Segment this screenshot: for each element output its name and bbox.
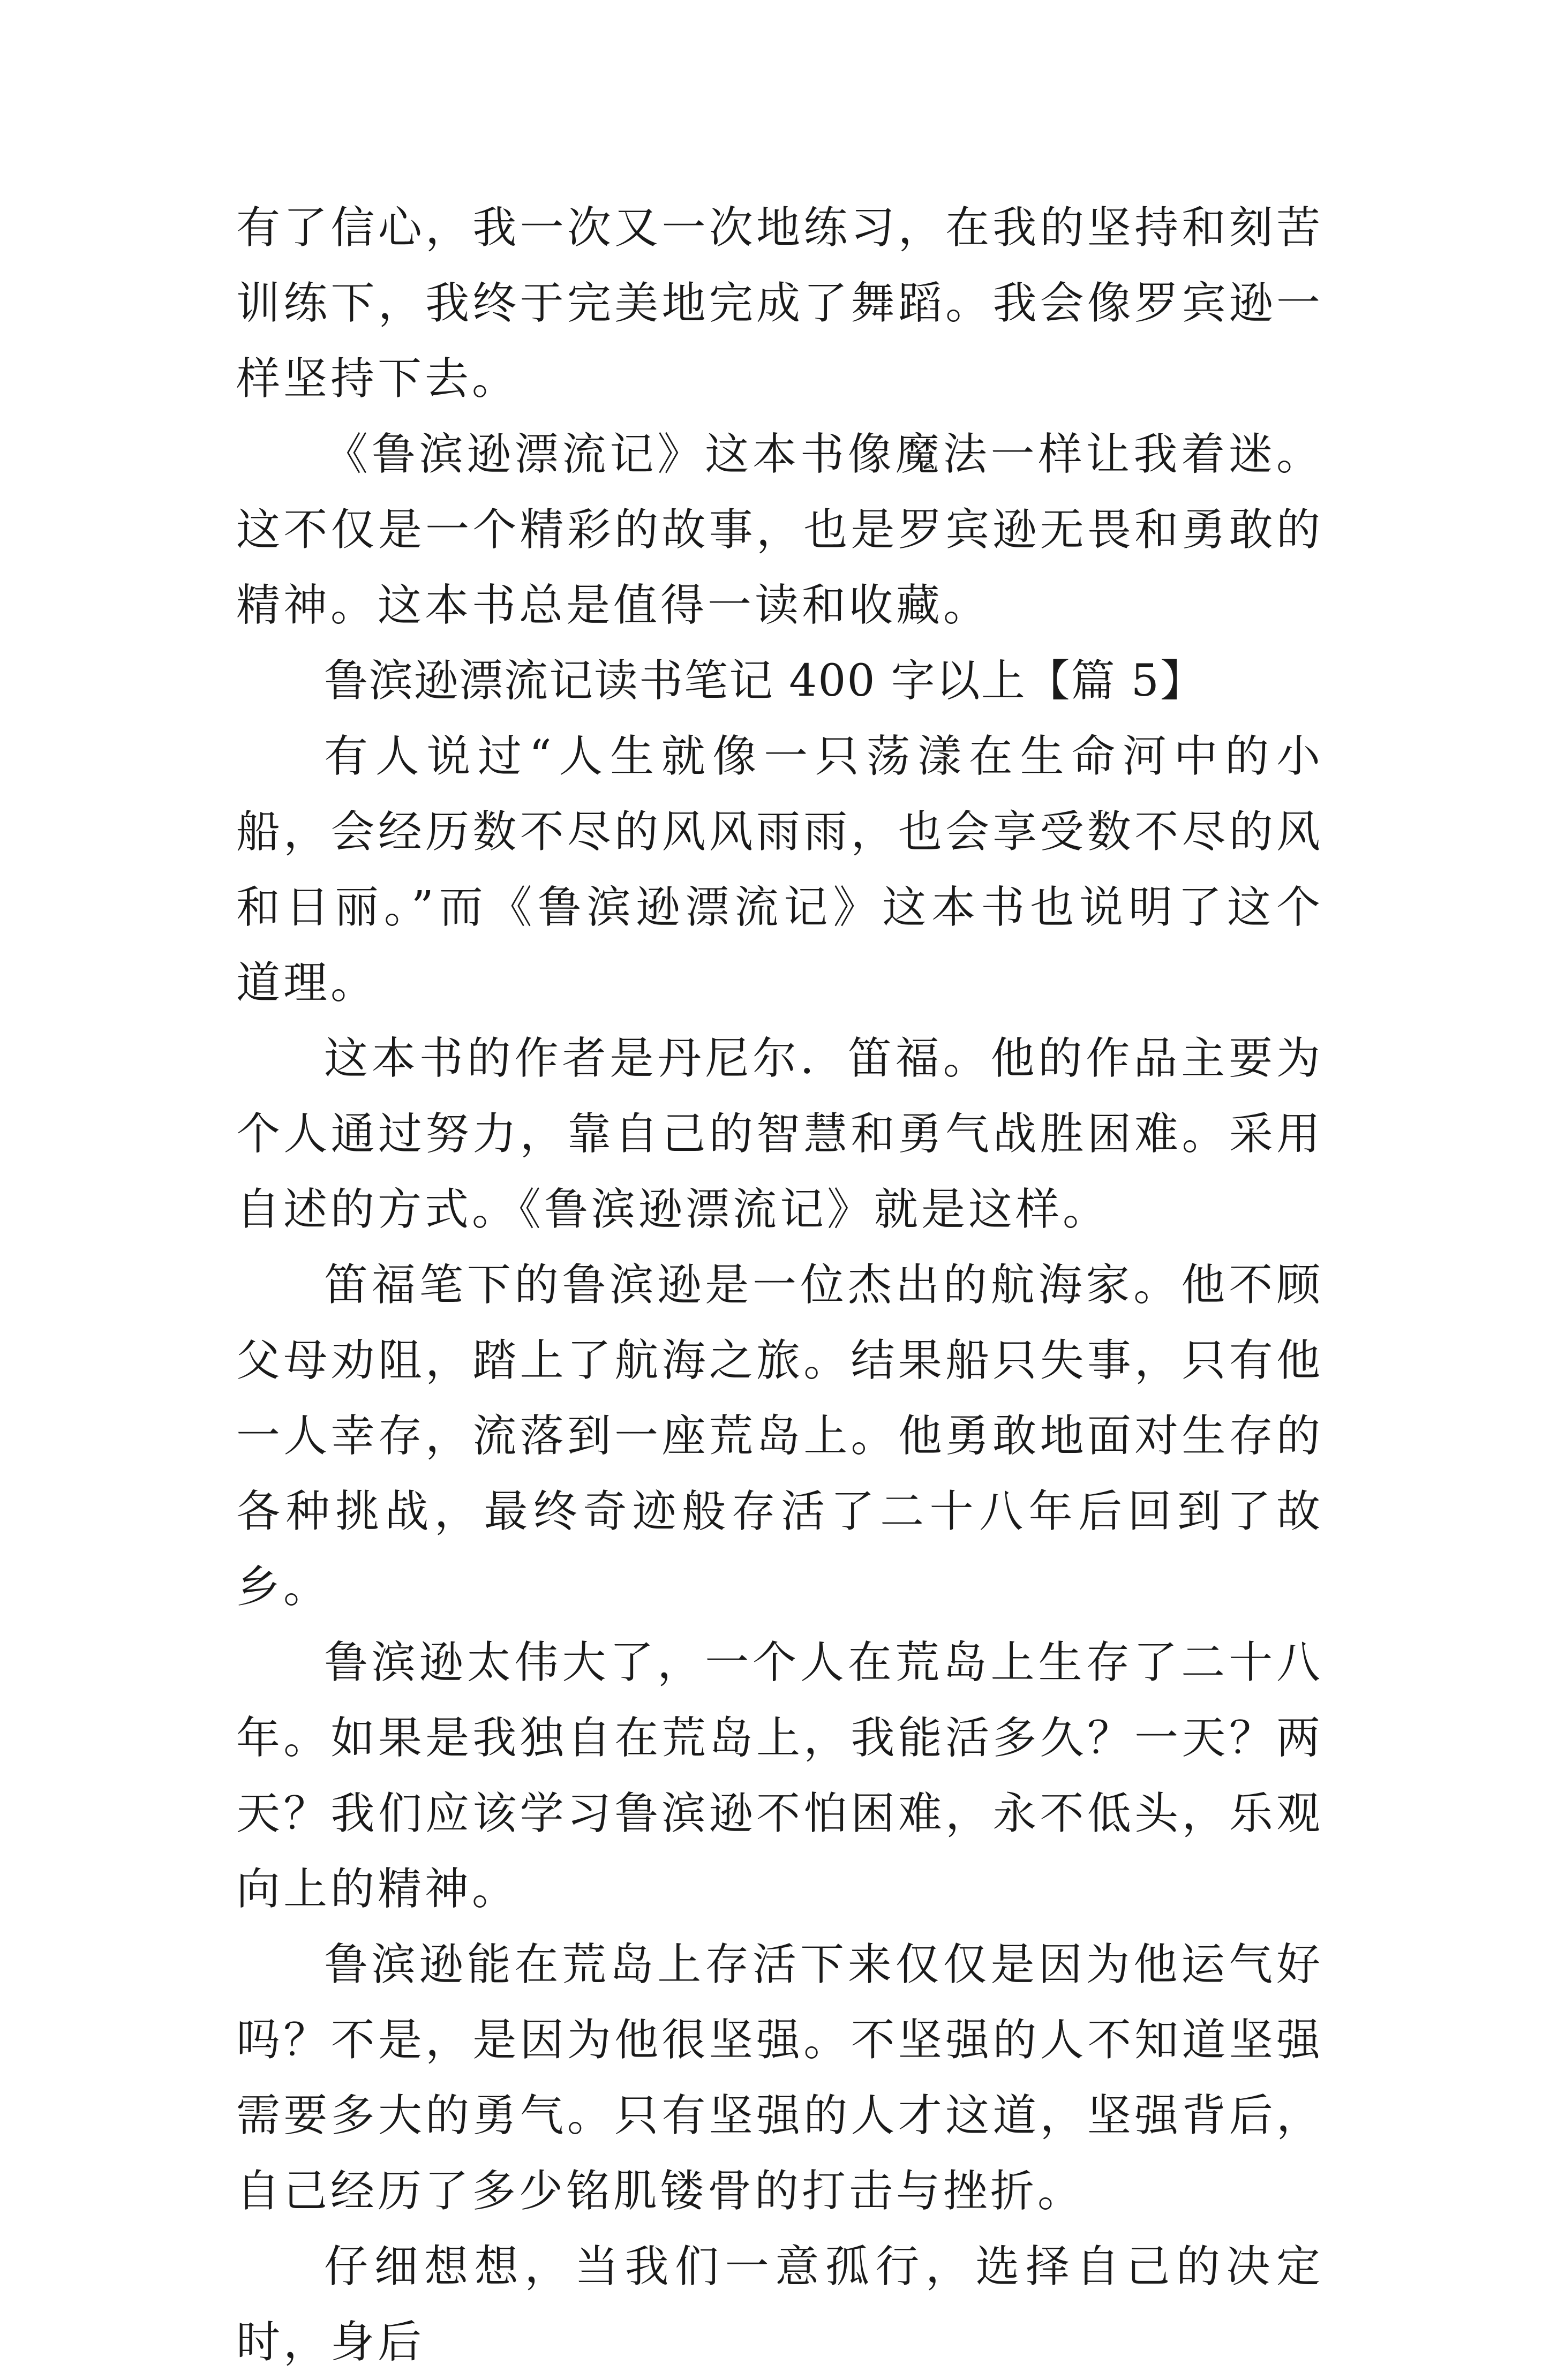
paragraph-3: 有人说过“人生就像一只荡漾在生命河中的小船，会经历数不尽的风风雨雨，也会享受数不尽的风和日丽。”而《鲁滨逊漂流记》这本书也说明了这个道理。	[236, 731, 1323, 1008]
section-heading: 鲁滨逊漂流记读书笔记 400 字以上【篇 5】	[324, 656, 1205, 706]
paragraph-8: 仔细想想，当我们一意孤行，选择自己的决定时，身后	[236, 2241, 1323, 2368]
paragraph-6: 鲁滨逊太伟大了，一个人在荒岛上生存了二十八年。如果是我独自在荒岛上，我能活多久？一天？两天？我们应该学习鲁滨逊不怕困难，永不低头，乐观向上的精神。	[236, 1637, 1323, 1915]
paragraph-1: 有了信心，我一次又一次地练习，在我的坚持和刻苦训练下，我终于完美地完成了舞蹈。我会像罗宾逊一样坚持下去。	[236, 202, 1323, 404]
document-body	[236, 190, 1323, 2380]
paragraph-2: 《鲁滨逊漂流记》这本书像魔法一样让我着迷。这不仅是一个精彩的故事，也是罗宾逊无畏和勇敢的精神。这本书总是值得一读和收藏。	[236, 429, 1323, 631]
paragraph-5: 笛福笔下的鲁滨逊是一位杰出的航海家。他不顾父母劝阻，踏上了航海之旅。结果船只失事，只有他一人幸存，流落到一座荒岛上。他勇敢地面对生存的各种挑战，最终奇迹般存活了二十八年后回到了故乡。	[236, 1260, 1323, 1613]
paragraph-7: 鲁滨逊能在荒岛上存活下来仅仅是因为他运气好吗？不是，是因为他很坚强。不坚强的人不知道坚强需要多大的勇气。只有坚强的人才这道，坚强背后，自己经历了多少铭肌镂骨的打击与挫折。	[236, 1939, 1323, 2217]
paragraph-4: 这本书的作者是丹尼尔．笛福。他的作品主要为个人通过努力，靠自己的智慧和勇气战胜困难。采用自述的方式。《鲁滨逊漂流记》就是这样。	[236, 1033, 1323, 1235]
